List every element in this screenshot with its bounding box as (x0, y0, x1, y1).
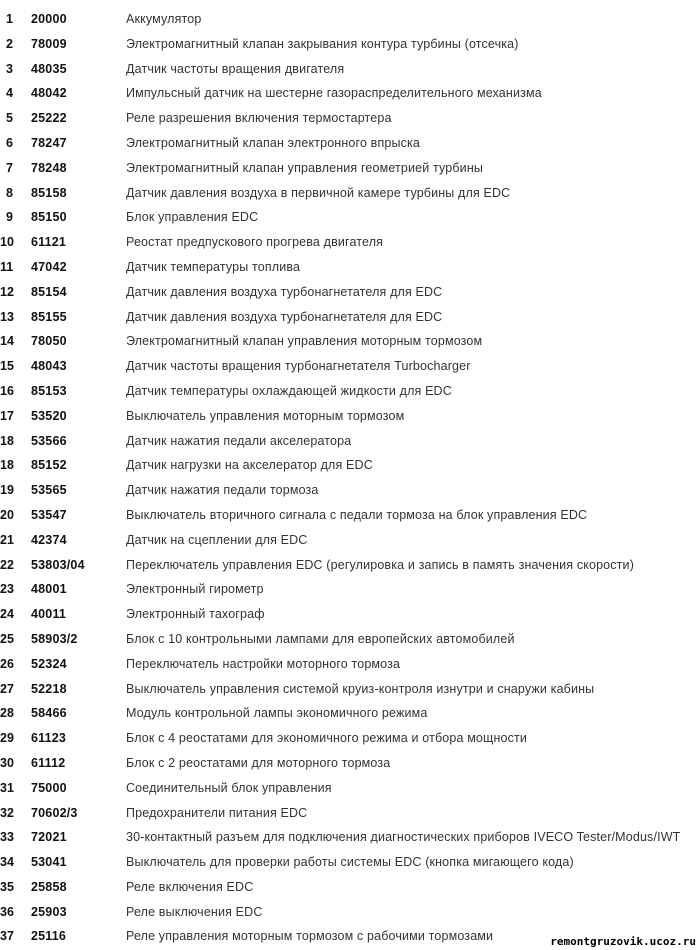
list-item (0, 131, 700, 156)
list-item (0, 57, 700, 82)
list-item (0, 751, 700, 776)
part-description: Переключатель настройки моторного тормоза (126, 656, 401, 671)
item-number: 15 (0, 359, 14, 374)
part-description: Электронный гирометр (126, 582, 264, 597)
part-description: Выключатель для проверки работы системы EDC (кнопка мигающего кода) (126, 855, 574, 870)
item-number: 14 (0, 334, 14, 349)
list-item (0, 181, 700, 206)
part-code: 48001 (31, 582, 67, 597)
item-number: 4 (6, 86, 13, 101)
part-code: 70602/3 (31, 805, 78, 820)
part-code: 47042 (31, 259, 67, 274)
part-description: Реостат предпускового прогрева двигателя (126, 235, 384, 250)
item-number: 33 (0, 830, 14, 845)
part-code: 85153 (31, 383, 67, 398)
part-code: 85155 (31, 309, 67, 324)
part-code: 78009 (31, 36, 67, 51)
part-description: Датчик температуры охлаждающей жидкости для EDC (126, 383, 452, 398)
item-number: 22 (0, 557, 14, 572)
item-number: 5 (6, 111, 13, 126)
item-number: 31 (0, 780, 14, 795)
part-code: 52218 (31, 681, 67, 696)
item-number: 20 (0, 507, 14, 522)
part-code: 25116 (31, 929, 67, 944)
list-item (0, 106, 700, 131)
item-number: 34 (0, 855, 14, 870)
part-code: 61121 (31, 235, 67, 250)
part-description: Реле управления моторным тормозом с рабочими тормозами (126, 929, 494, 944)
part-description: Предохранители питания EDC (126, 805, 308, 820)
list-item (0, 577, 700, 602)
item-number: 8 (6, 185, 13, 200)
list-item (0, 453, 700, 478)
list-item (0, 503, 700, 528)
item-number: 11 (0, 259, 14, 274)
part-description: Реле разрешения включения термостартера (126, 111, 392, 126)
parts-list (0, 7, 700, 949)
list-item (0, 429, 700, 454)
item-number: 13 (0, 309, 14, 324)
item-number: 2 (6, 36, 13, 51)
list-item (0, 478, 700, 503)
part-code: 48035 (31, 61, 67, 76)
list-item (0, 230, 700, 255)
item-number: 18 (0, 458, 14, 473)
part-code: 85154 (31, 284, 67, 299)
part-description: Датчик нажатия педали тормоза (126, 483, 319, 498)
item-number: 1 (6, 12, 13, 26)
part-code: 42374 (31, 532, 67, 547)
part-description: Блок управления EDC (126, 210, 259, 225)
part-description: Блок с 10 контрольными лампами для европейских автомобилей (126, 631, 515, 646)
part-description: Реле выключения EDC (126, 904, 263, 919)
part-description: Датчик на сцеплении для EDC (126, 532, 308, 547)
part-description: Выключатель управления моторным тормозом (126, 408, 405, 423)
item-number: 12 (0, 284, 14, 299)
list-item (0, 305, 700, 330)
part-description: 30-контактный разъем для подключения диагностических приборов IVECO Tester/Modus/IWT (126, 830, 681, 845)
part-code: 85158 (31, 185, 67, 200)
part-description: Блок с 2 реостатами для моторного тормоза (126, 755, 391, 770)
list-item (0, 677, 700, 702)
list-item (0, 801, 700, 826)
item-number: 9 (6, 210, 13, 225)
part-code: 61112 (31, 755, 66, 770)
list-item (0, 81, 700, 106)
part-description: Соединительный блок управления (126, 780, 332, 795)
list-item (0, 850, 700, 875)
part-code: 20000 (31, 12, 67, 26)
list-item (0, 602, 700, 627)
part-description: Датчик давления воздуха в первичной камере турбины для EDC (126, 185, 511, 200)
part-description: Модуль контрольной лампы экономичного режима (126, 706, 428, 721)
list-item (0, 726, 700, 751)
list-item (0, 776, 700, 801)
item-number: 17 (0, 408, 14, 423)
list-item (0, 825, 700, 850)
part-code: 53565 (31, 483, 67, 498)
part-description: Датчик давления воздуха турбонагнетателя для EDC (126, 309, 443, 324)
item-number: 19 (0, 483, 14, 498)
part-description: Выключатель вторичного сигнала с педали тормоза на блок управления EDC (126, 507, 588, 522)
part-description: Электромагнитный клапан электронного впрыска (126, 135, 421, 150)
part-code: 53520 (31, 408, 67, 423)
part-code: 25222 (31, 111, 67, 126)
item-number: 23 (0, 582, 14, 597)
list-item (0, 701, 700, 726)
site-watermark: remontgruzovik.ucoz.ru (550, 935, 696, 948)
item-number: 7 (6, 160, 13, 175)
item-number: 30 (0, 755, 14, 770)
item-number: 25 (0, 631, 14, 646)
part-code: 58903/2 (31, 631, 78, 646)
part-code: 53547 (31, 507, 67, 522)
part-code: 61123 (31, 731, 67, 746)
item-number: 35 (0, 879, 14, 894)
item-number: 3 (6, 61, 13, 76)
part-code: 53041 (31, 855, 67, 870)
item-number: 27 (0, 681, 14, 696)
list-item (0, 156, 700, 181)
part-code: 40011 (31, 607, 67, 622)
part-code: 53803/04 (31, 557, 85, 572)
list-item (0, 329, 700, 354)
item-number: 21 (0, 532, 14, 547)
part-code: 78248 (31, 160, 67, 175)
part-code: 72021 (31, 830, 67, 845)
list-item (0, 205, 700, 230)
part-code: 25858 (31, 879, 67, 894)
part-code: 58466 (31, 706, 67, 721)
item-number: 6 (6, 135, 13, 150)
part-code: 25903 (31, 904, 67, 919)
item-number: 37 (0, 929, 14, 944)
list-item (0, 875, 700, 900)
list-item (0, 255, 700, 280)
part-code: 75000 (31, 780, 67, 795)
item-number: 32 (0, 805, 14, 820)
part-description: Электромагнитный клапан управления геометрией турбины (126, 160, 484, 175)
item-number: 16 (0, 383, 14, 398)
part-description: Выключатель управления системой круиз-контроля изнутри и снаружи кабины (126, 681, 595, 696)
item-number: 10 (0, 235, 14, 250)
item-number: 36 (0, 904, 14, 919)
part-code: 78050 (31, 334, 67, 349)
list-item (0, 280, 700, 305)
part-code: 85150 (31, 210, 67, 225)
part-code: 53566 (31, 433, 67, 448)
part-description: Импульсный датчик на шестерне газораспределительного механизма (126, 86, 542, 101)
part-code: 48042 (31, 86, 67, 101)
list-item (0, 404, 700, 429)
item-number: 26 (0, 656, 14, 671)
part-description: Реле включения EDC (126, 879, 254, 894)
list-item (0, 652, 700, 677)
part-description: Датчик частоты вращения двигателя (126, 61, 345, 76)
part-description: Датчик частоты вращения турбонагнетателя Turbocharger (126, 359, 471, 374)
part-description: Электромагнитный клапан управления моторным тормозом (126, 334, 483, 349)
part-code: 48043 (31, 359, 67, 374)
list-item (0, 900, 700, 925)
item-number: 18 (0, 433, 14, 448)
list-item (0, 32, 700, 57)
list-item (0, 528, 700, 553)
part-description: Датчик нажатия педали акселератора (126, 433, 352, 448)
part-description: Переключатель управления EDC (регулировка и запись в память значения скорости) (126, 557, 635, 572)
item-number: 24 (0, 607, 14, 622)
list-item (0, 354, 700, 379)
list-item (0, 7, 700, 32)
part-description: Датчик давления воздуха турбонагнетателя для EDC (126, 284, 443, 299)
part-description: Датчик нагрузки на акселератор для EDC (126, 458, 373, 473)
part-description: Блок с 4 реостатами для экономичного режима и отбора мощности (126, 731, 528, 746)
list-item (0, 379, 700, 404)
part-code: 78247 (31, 135, 67, 150)
list-item (0, 627, 700, 652)
part-description: Электронный тахограф (126, 607, 265, 622)
list-item (0, 553, 700, 578)
part-description: Электромагнитный клапан закрывания контура турбины (отсечка) (126, 36, 519, 51)
part-description: Аккумулятор (126, 12, 202, 26)
part-description: Датчик температуры топлива (126, 259, 301, 274)
part-code: 52324 (31, 656, 67, 671)
item-number: 28 (0, 706, 14, 721)
part-code: 85152 (31, 458, 67, 473)
item-number: 29 (0, 731, 14, 746)
